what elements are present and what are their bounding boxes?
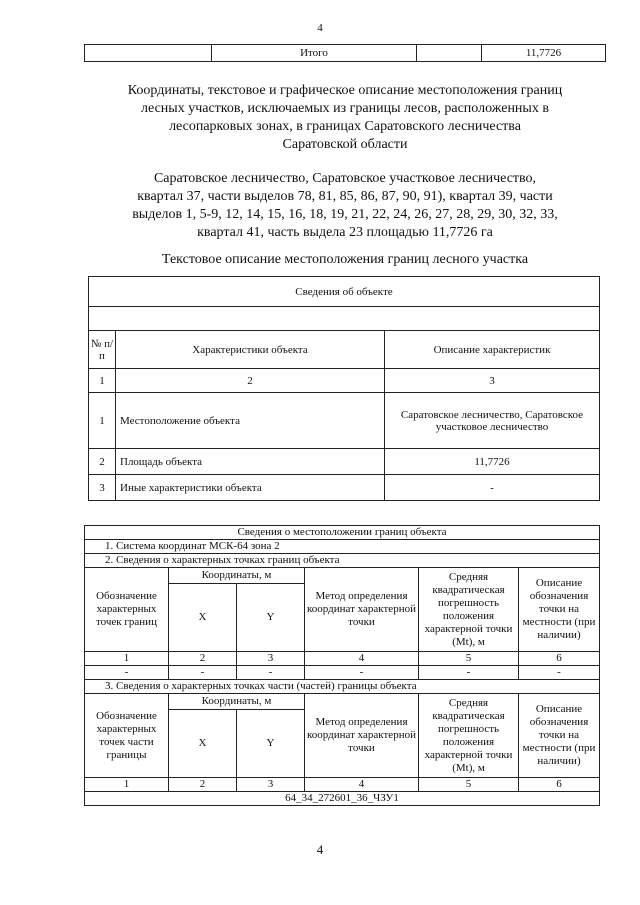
boundary-points-section: 2. Сведения о характерных точках границ объекта	[85, 554, 600, 568]
numbering-cell: 4	[305, 652, 419, 666]
subtitle-line: выделов 1, 5-9, 12, 14, 15, 16, 18, 19, 21, 22, 24, 26, 27, 28, 29, 30, 32, 33,	[132, 207, 558, 222]
object-table-header: Сведения об объекте	[89, 277, 600, 307]
boundary-table-header: Сведения о местоположении границ объекта	[85, 526, 600, 540]
numbering-cell: 2	[169, 778, 237, 792]
numbering-cell: 3	[237, 778, 305, 792]
title-line: Саратовской области	[282, 137, 408, 152]
row-value: 11,7726	[385, 449, 600, 475]
col-coords-header: Координаты, м	[169, 568, 305, 584]
numbering-cell: 3	[237, 652, 305, 666]
empty-cell: -	[85, 666, 169, 680]
total-label: Итого	[212, 45, 417, 62]
col-point-header: Обозначение характерных точек границ	[85, 568, 169, 652]
empty-cell: -	[419, 666, 519, 680]
empty-cell: -	[519, 666, 600, 680]
table-row	[89, 475, 600, 501]
numbering-cell: 2	[169, 652, 237, 666]
empty-cell: -	[237, 666, 305, 680]
numbering-cell: 5	[419, 652, 519, 666]
col-x-header: X	[169, 710, 237, 778]
col-method-header: Метод определения координат характерной точки	[305, 694, 419, 778]
row-no: 2	[89, 449, 116, 475]
boundary-table	[84, 525, 600, 806]
empty-cell: -	[169, 666, 237, 680]
col-x-header: X	[169, 584, 237, 652]
subtitle-line: Саратовское лесничество, Саратовское участковое лесничество,	[153, 171, 537, 186]
object-table-spacer	[89, 307, 600, 331]
col-y-header: Y	[237, 710, 305, 778]
coordinate-system-row: 1. Система координат МСК-64 зона 2	[85, 540, 600, 554]
numbering-cell: 3	[385, 369, 600, 393]
numbering-cell: 5	[419, 778, 519, 792]
numbering-cell: 6	[519, 778, 600, 792]
total-value: 11,7726	[482, 45, 606, 62]
object-info-table	[88, 276, 600, 501]
row-no: 1	[89, 393, 116, 449]
numbering-cell: 4	[305, 778, 419, 792]
page-number-top: 4	[317, 22, 323, 34]
empty-cell: -	[305, 666, 419, 680]
row-name: Местоположение объекта	[116, 393, 385, 449]
col-no-header: № п/п	[89, 331, 116, 369]
col-error-header: Средняя квадратическая погрешность положения характерной точки (Mt), м	[419, 694, 519, 778]
col-y-header: Y	[237, 584, 305, 652]
row-value: Саратовское лесничество, Саратовское участковое лесничество	[385, 393, 600, 449]
col-characteristics-header: Характеристики объекта	[116, 331, 385, 369]
part-points-section: 3. Сведения о характерных точках части (частей) границы объекта	[85, 680, 600, 694]
row-value: -	[385, 475, 600, 501]
title-line: лесопарковых зонах, в границах Саратовского лесничества	[169, 119, 521, 134]
subtitle-line: квартал 41, часть выдела 23 площадью 11,7726 га	[197, 225, 493, 240]
total-empty-cell	[85, 45, 212, 62]
col-description-header: Описание характеристик	[385, 331, 600, 369]
numbering-cell: 1	[89, 369, 116, 393]
col-coords-header: Координаты, м	[169, 694, 305, 710]
row-name: Площадь объекта	[116, 449, 385, 475]
table-row	[89, 393, 600, 449]
row-name: Иные характеристики объекта	[116, 475, 385, 501]
col-desc-header: Описание обозначения точки на местности (при наличии)	[519, 694, 600, 778]
document-title	[84, 82, 606, 154]
total-empty-cell	[417, 45, 482, 62]
subtitle-line: квартал 37, части выделов 78, 81, 85, 86, 87, 90, 91), квартал 39, части	[137, 189, 553, 204]
title-line: лесных участков, исключаемых из границы лесов, расположенных в	[141, 101, 549, 116]
section-heading: Текстовое описание местоположения границ лесного участка	[161, 252, 529, 267]
page-number-bottom: 4	[316, 842, 324, 857]
col-desc-header: Описание обозначения точки на местности (при наличии)	[519, 568, 600, 652]
numbering-cell: 2	[116, 369, 385, 393]
row-no: 3	[89, 475, 116, 501]
col-method-header: Метод определения координат характерной точки	[305, 568, 419, 652]
col-error-header: Средняя квадратическая погрешность положения характерной точки (Mt), м	[419, 568, 519, 652]
col-point-part-header: Обозначение характерных точек части границы	[85, 694, 169, 778]
title-line: Координаты, текстовое и графическое описание местоположения границ	[127, 83, 563, 98]
table-footer-code: 64_34_272601_36_ЧЗУ1	[85, 792, 600, 806]
numbering-cell: 6	[519, 652, 600, 666]
numbering-cell: 1	[85, 778, 169, 792]
total-table	[84, 44, 606, 62]
table-row	[89, 449, 600, 475]
numbering-cell: 1	[85, 652, 169, 666]
location-description	[84, 170, 606, 242]
table-row	[85, 666, 600, 680]
